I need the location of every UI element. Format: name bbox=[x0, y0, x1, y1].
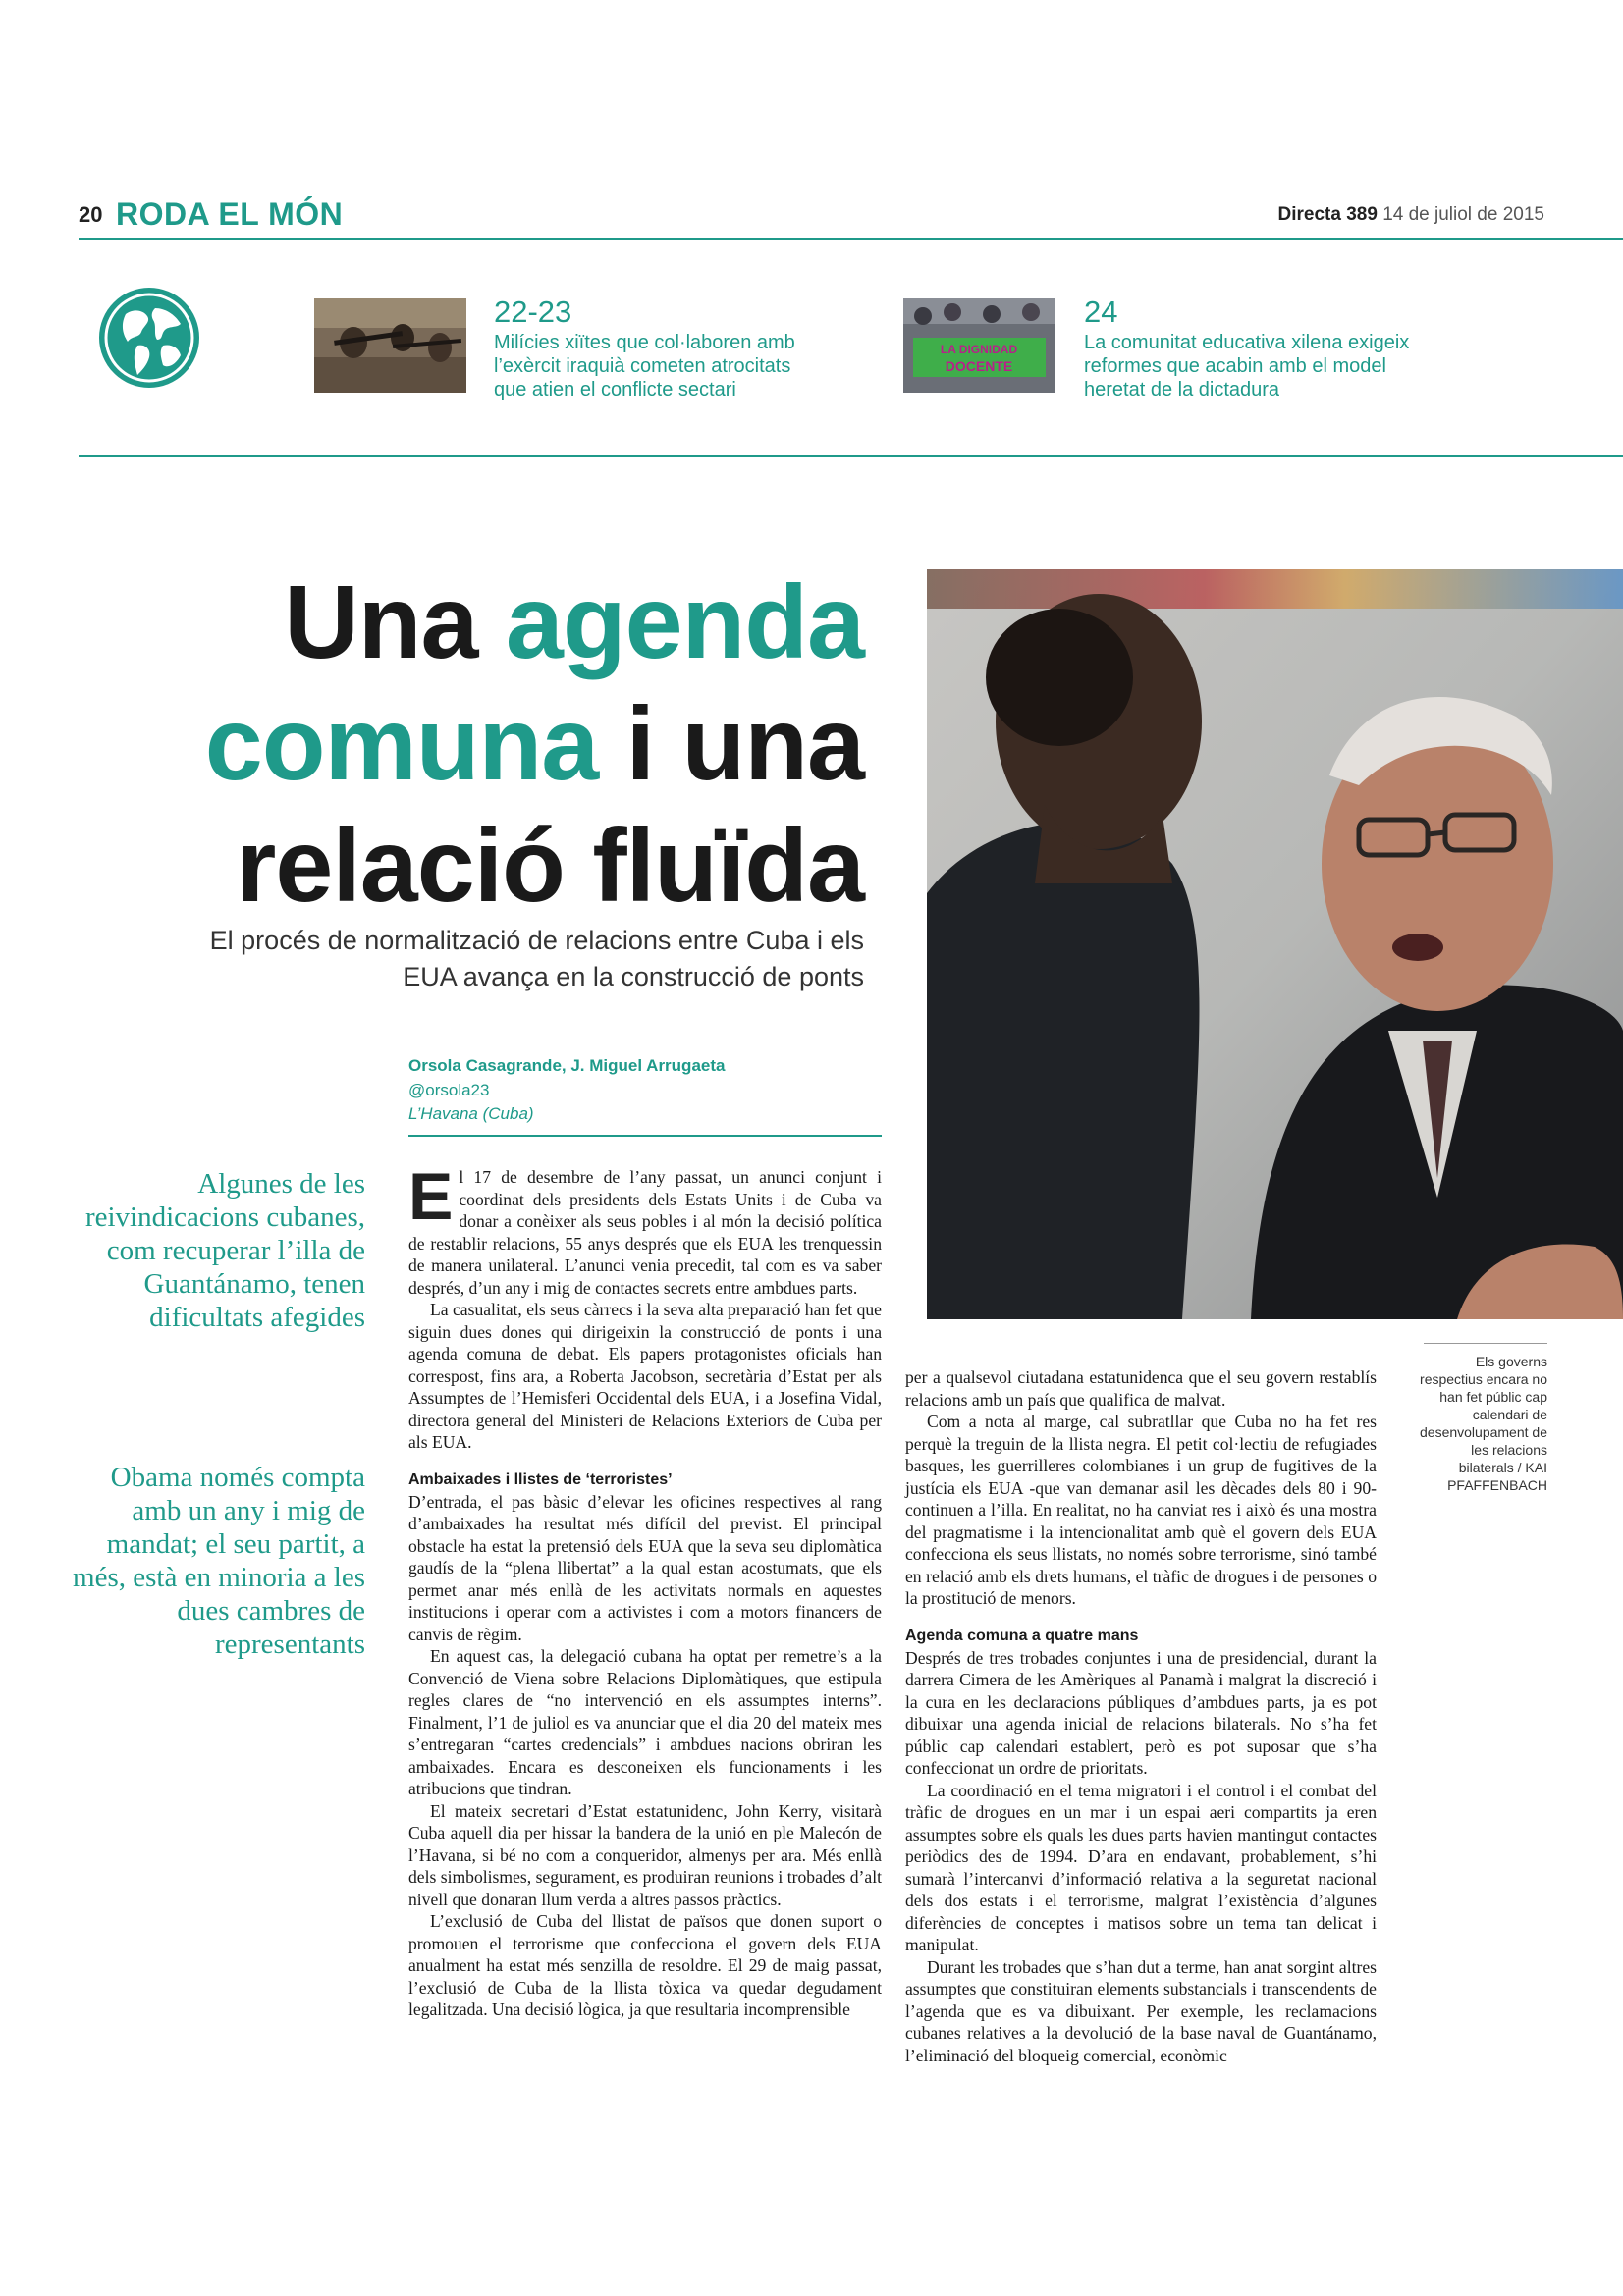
article-paragraph: D’entrada, el pas bàsic d’elevar les oficines respectives al rang d’ambaixades ha resultat més difícil del previst. El principal obstacle ha estat la pretensió dels EUA que la seva seu diplomàtica gaudís de la “plena llibertat” a la qual estan acostumats, que els permet anar més enllà de les activitats normals en aquestes institucions i operar com a activistes i com a motors financers de canvis de règim. bbox=[408, 1491, 882, 1644]
paragraph-text: l 17 de desembre de l’any passat, un anunci conjunt i coordinat dels presidents dels Estats Units i de Cuba va donar a conèixer als seus pobles i al món la decisió política de restablir relacions, 55 anys després que els EUA les trenquessin de manera unilateral. L’anunci venia precedit, tal com es va saber després, d’un any i mig de contactes secrets entre ambdues parts. bbox=[408, 1167, 882, 1298]
article-paragraph: L’exclusió de Cuba del llistat de països que donen suport o promouen el terrorisme que confecciona el govern dels EUA anualment ha estat més senzilla de resoldre. El 29 de maig passat, l’exclusió de Cuba de la llista tòxica va quedar degudament legalitzada. Una decisió lògica, ja que resultaria incomprensible bbox=[408, 1911, 882, 2019]
article-column-2 bbox=[905, 1366, 1377, 2066]
header-rule bbox=[79, 238, 1623, 240]
globe-icon bbox=[98, 287, 200, 389]
byline-rule bbox=[408, 1135, 882, 1137]
byline-handle[interactable]: @orsola23 bbox=[408, 1081, 490, 1099]
byline-place: L’Havana (Cuba) bbox=[408, 1104, 534, 1123]
byline-authors: Orsola Casagrande, J. Miguel Arrugaeta bbox=[408, 1056, 726, 1075]
article-paragraph: El mateix secretari d’Estat estatunidenc, John Kerry, visitarà Cuba aquell dia per hissar la bandera de la unió en ple Malecón de l’Havana, si bé no com a conqueridor, almenys per ara. Més enllà dels simbolismes, segurament, es produiran reunions i trobades d’alt nivell que donaran llum verda a altres passos pràctics. bbox=[408, 1800, 882, 1909]
subheadline: El procés de normalització de relacions entre Cuba i els EUA avança en la construcció de ponts bbox=[209, 926, 864, 991]
byline bbox=[408, 1053, 880, 1126]
article-paragraph: Com a nota al marge, cal subratllar que Cuba no ha fet res perquè la treguin de la llista negra. El petit col·lectiu de refugiades basques, les guerrilleres colombianes i un grup de fugitives de la justícia els EUA -que van demanar asil les dècades dels 80 i 90- continuen a l’illa. En realitat, no ha canviat res i això és una mostra del pragmatisme i la intencionalitat amb què el govern dels EUA confecciona els seus llistats, no només sobre terrorisme, sinó també en relació amb els drets humans, el tràfic de drogues i de persones o la prostitució de menors. bbox=[905, 1412, 1377, 1608]
article-paragraph: La casualitat, els seus càrrecs i la seva alta preparació han fet que siguin dues dones qui dirigeixin la construcció de ponts i una agenda comuna de debat. Els papers protagonistes oficials han correspost, fins ara, a Roberta Jacobson, secretària d’Estat per als Assumptes de l’Hemisferi Occidental dels EUA, i a Josefina Vidal, directora general del Ministeri de Relacions Exteriors de Cuba per als EUA. bbox=[408, 1300, 882, 1452]
pullquote-1: Algunes de les reivindicacions cubanes, com recuperar l’illa de Guantánamo, tenen dificultats afegides bbox=[84, 1168, 365, 1333]
caption-rule bbox=[1424, 1343, 1547, 1344]
issue-info bbox=[1278, 204, 1545, 226]
article-paragraph: La coordinació en el tema migratori i el control i el combat del tràfic de drogues en un mar i un espai aeri compartits ja eren assumptes sobre els quals les dues parts havien mantingut contactes periòdics des de 1994. D’ara en endavant, probablement, s’hi sumarà l’intercanvi d’informació relativa a la seguretat nacional dels dos estats i el terrorisme, malgrat l’existència d’algunes diferències de conceptes i matisos sobre un tema tan delicat i manipulat. bbox=[905, 1780, 1377, 1954]
headline-word-accent: agenda bbox=[505, 564, 864, 680]
headline-word: Una bbox=[284, 564, 506, 680]
publication-name: Directa 389 bbox=[1277, 204, 1378, 225]
teaser-photo-militia bbox=[314, 298, 466, 393]
page-number: 20 bbox=[79, 202, 103, 227]
issue-date: 14 de juliol de 2015 bbox=[1382, 204, 1544, 225]
headline-word: i una bbox=[598, 686, 864, 802]
teaser-text-2[interactable]: La comunitat educativa xilena exigeix reformes que acabin amb el model heretat de la dictadura bbox=[1084, 332, 1410, 400]
teaser-pages-1[interactable]: 22-23 bbox=[494, 294, 572, 329]
teaser-rule bbox=[79, 455, 1623, 457]
headline-word: relació fluïda bbox=[236, 808, 864, 924]
main-photo bbox=[927, 569, 1623, 1319]
pullquote-2: Obama només compta amb un any i mig de mandat; el seu partit, a més, està en minoria a les dues cambres de representants bbox=[73, 1462, 365, 1660]
section-title: RODA EL MÓN bbox=[116, 196, 344, 232]
headline-word-accent: comuna bbox=[204, 686, 599, 802]
teaser-photo-protest bbox=[903, 298, 1055, 393]
article-paragraph: Després de tres trobades conjuntes i una de presidencial, durant la darrera Cimera de les Amèriques al Panamà i malgrat la discreció i la cura en les declaracions públiques d’ambdues parts, ja es pot dibuixar una agenda inicial de relacions bilaterals. No s’ha fet públic cap calendari establert, però es pot suposar que s’ha confeccionat un ordre de prioritats. bbox=[905, 1647, 1377, 1778]
article-subheading: Agenda comuna a quatre mans bbox=[905, 1627, 1139, 1644]
headline bbox=[137, 561, 864, 927]
article-paragraph: En aquest cas, la delegació cubana ha optat per remetre’s a la Convenció de Viena sobre Relacions Diplomàtiques, que estipula regles clares de “no intervenció en els assumptes interns”. Finalment, l’1 de juliol es va anunciar que el dia 20 del mateix mes s’entregaran “cartes credencials” i ambdues nacions obriran les ambaixades. Encara es desconeixen els funcionaments i les atribucions que tindran. bbox=[408, 1646, 882, 1798]
photo-caption: Els governs respectius encara no han fet públic cap calendari de desenvolupament de les relacions bilaterals / KAI PFAFFENBACH bbox=[1420, 1354, 1547, 1493]
protest-banner-text-1: LA DIGNIDAD bbox=[940, 343, 1018, 356]
teaser-pages-2[interactable]: 24 bbox=[1084, 294, 1118, 329]
article-subheading: Ambaixades i llistes de ‘terroristes’ bbox=[408, 1470, 673, 1488]
protest-banner-text-2: DOCENTE bbox=[945, 358, 1013, 374]
article-column-1 bbox=[408, 1159, 882, 2021]
page-header bbox=[79, 196, 1623, 236]
article-paragraph bbox=[408, 1159, 882, 1299]
drop-cap: E bbox=[408, 1159, 454, 1234]
article-paragraph: Durant les trobades que s’han dut a terme, han anat sorgint altres assumptes que constituiran elements substancials i transcendents de l’agenda que es va dibuixant. Per exemple, les reclamacions cubanes relatives a la devolució de la base naval de Guantánamo, l’eliminació del bloqueig comercial, econòmic bbox=[905, 1956, 1377, 2065]
teaser-text-1[interactable]: Milícies xiïtes que col·laboren amb l’exèrcit iraquià cometen atrocitats que atien el conflicte sectari bbox=[494, 332, 795, 400]
article-paragraph: per a qualsevol ciutadana estatunidenca que el seu govern restablís relacions amb un país que qualifica de malvat. bbox=[905, 1367, 1377, 1410]
